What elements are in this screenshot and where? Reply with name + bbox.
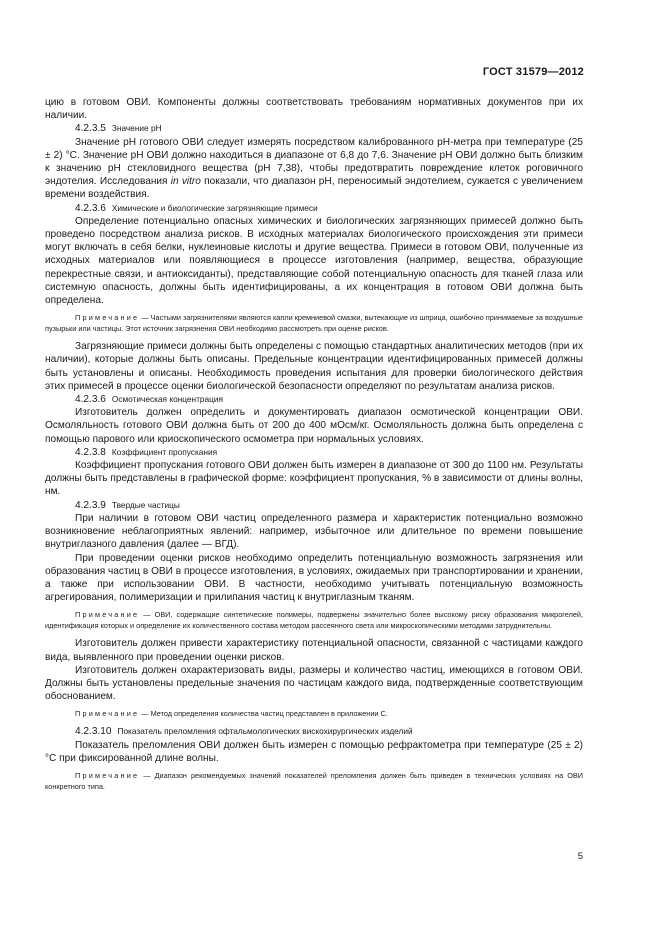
section-title: Химические и биологические загрязняющие примеси — [111, 202, 318, 213]
section-number: 4.2.3.6 — [75, 394, 106, 406]
note-1: Примечание — Частыми загрязнителями являются капли кремниевой смазки, вытекающие из шприца, ошибочно принимаемые за воздушные пузырьки или частицы. Этот источник загрязнения ОВИ необходимо рассмотреть при оценке рисков. — [45, 313, 583, 334]
paragraph-particles-2: При проведении оценки рисков необходимо определить потенциальную возможность загрязнения или образования частиц в ОВИ в процессе изготовления, в условиях, ожидаемых при транспортировании и хранении, а также при использовании ОВИ. В частности, необходимо учитывать потенциальную возможность агрегирования, полимеризации и прилипания частиц к внутриглазным тканям. — [45, 552, 583, 604]
paragraph-particles-4: Изготовитель должен охарактеризовать виды, размеры и количество частиц, имеющихся в готовом ОВИ. Должны быть установлены предельные значения по частицам каждого вида, подтвержденные соответствующим обоснованием. — [45, 664, 583, 703]
note-3: Примечание — Метод определения количества частиц представлен в приложении С. — [75, 709, 388, 719]
section-heading-ph — [45, 122, 583, 135]
note-label: Примечание — [75, 770, 140, 780]
paragraph-particles-1: При наличии в готовом ОВИ частиц определенного размера и характеристик потенциально возможно возникновение неблагоприятных явлений: например, избыточное или длительное по времени повышение внутриглазного давления (далее — ВГД). — [45, 512, 583, 551]
section-number: 4.2.3.6 — [75, 202, 106, 214]
paragraph-osmotic: Изготовитель должен определить и документировать диапазон осмотической концентрации ОВИ. Осмоляльность готового ОВИ должна быть от 200 до 400 мОсм/кг. Осмоляльность должна быть определена с помощью парового или криоскопического осмометра при нормальных условиях. — [45, 407, 583, 445]
section-heading-chemical — [45, 202, 583, 215]
text-span: Значение pH готового ОВИ следует измерять посредством калиброванного pH-метра при температуре (25 ± 2) °С. Значение pH ОВИ должно находиться в диапазоне от 6,8 до 7,6. Значение pH ОВИ должно быть близким к значению pH стекловидного вещества (pH 7,38), чтобы предотвратить повреждение клеток роговичного эндотелия. Исследования — [45, 136, 583, 188]
section-title: Коэффициент пропускания — [111, 446, 218, 457]
section-number: 4.2.3.8 — [75, 446, 106, 458]
note-text: ОВИ, содержащие синтетические полимеры, подвержены значительно более высокому риску образования микрогелей, идентификация которых и определение их количественного состава методом рассеянного света или микроскопическими методами затруднительны. — [45, 610, 584, 631]
note-label: Примечание — [75, 313, 140, 323]
section-heading-osmotic — [45, 393, 583, 406]
section-number: 4.2.3.5 — [75, 123, 106, 135]
paragraph-chemical-1: Определение потенциально опасных химических и биологических загрязняющих примесей должно быть проведено посредством анализа рисков. В исходных материалах биологического происхождения эти примеси могут включать в себя белки, нуклеиновые кислоты и другие вещества. Примеси в готовом ОВИ, полученные из исходных материалов или появляющиеся в процессе изготовления (например, вещества, образующие перекрестные связи, и антиоксиданты), представляющие собой потенциальную опасность для тканей глаза или системную опасность, должны быть идентифицированы, а их концентрация в готовом ОВИ должна быть определена. — [45, 215, 583, 307]
paragraph-transmittance: Коэффициент пропускания готового ОВИ должен быть измерен в диапазоне от 300 до 1100 нм. Результаты должны быть представлены в графической форме: коэффициент пропускания, % в зависимости от длины волны, нм. — [45, 460, 583, 498]
note-text: Частыми загрязнителями являются капли кремниевой смазки, вытекающие из шприца, ошибочно принимаемые за воздушные пузырьки или частицы. Этот источник загрязнения ОВИ необходимо рассмотреть при оценке рисков. — [45, 313, 583, 334]
note-label: Примечание — [75, 709, 140, 719]
section-title: Осмотическая концентрация — [111, 394, 224, 405]
note-text: Метод определения количества частиц представлен в приложении С. — [150, 709, 388, 719]
note-2: Примечание — ОВИ, содержащие синтетические полимеры, подвержены значительно более высокому риску образования микрогелей, идентификация которых и определение их количественного состава методом рассеянного света или микроскопическими методами затруднительны. — [45, 610, 584, 631]
note-text: Диапазон рекомендуемых значений показателей преломления должен быть приведен в технических условиях на ОВИ конкретного типа. — [45, 770, 583, 791]
paragraph-refraction: Показатель преломления ОВИ должен быть измерен с помощью рефрактометра при температуре (25 ± 2) °С при фиксированной длине волны. — [45, 739, 583, 764]
paragraph-ph — [45, 136, 583, 202]
paragraph-chemical-2: Загрязняющие примеси должны быть определены с помощью стандартных аналитических методов (при их наличии), которые должны быть описаны. Предельные концентрации идентифицированных примесей должны быть установлены и описаны. Необходимость проведения испытания для проверки биологического действия этих примесей в процессе оценки биологической безопасности определяют по результатам анализа рисков. — [45, 341, 583, 392]
text-span: показали, что диапазон pH, переносимый эндотелием, сужается с увеличением времени воздействия. — [45, 176, 583, 201]
note-label: Примечание — [75, 610, 140, 620]
section-title: Показатель преломления офтальмологических вискохирургических изделий — [117, 726, 413, 737]
section-title: Значение pH — [111, 123, 162, 134]
paragraph-particles-3: Изготовитель должен привести характеристику потенциальной опасности, связанной с частицами каждого вида, выявленного при проведении оценки рисков. — [45, 638, 583, 663]
document-body — [45, 96, 583, 798]
paragraph-continuation: цию в готовом ОВИ. Компоненты должны соответствовать требованиям нормативных документов при их наличии. — [45, 97, 583, 122]
section-heading-refraction — [45, 725, 583, 738]
section-heading-transmittance — [45, 446, 583, 459]
italic-term: in vitro — [170, 176, 201, 188]
section-heading-particles — [45, 499, 583, 512]
section-title: Твердые частицы — [111, 499, 180, 510]
section-number: 4.2.3.10 — [75, 726, 112, 738]
document-id-header: ГОСТ 31579—2012 — [482, 66, 584, 78]
note-4: Примечание — Диапазон рекомендуемых значений показателей преломления должен быть приведен в технических условиях на ОВИ конкретного типа. — [45, 770, 583, 791]
page-number: 5 — [577, 851, 583, 862]
section-number: 4.2.3.9 — [75, 499, 106, 511]
